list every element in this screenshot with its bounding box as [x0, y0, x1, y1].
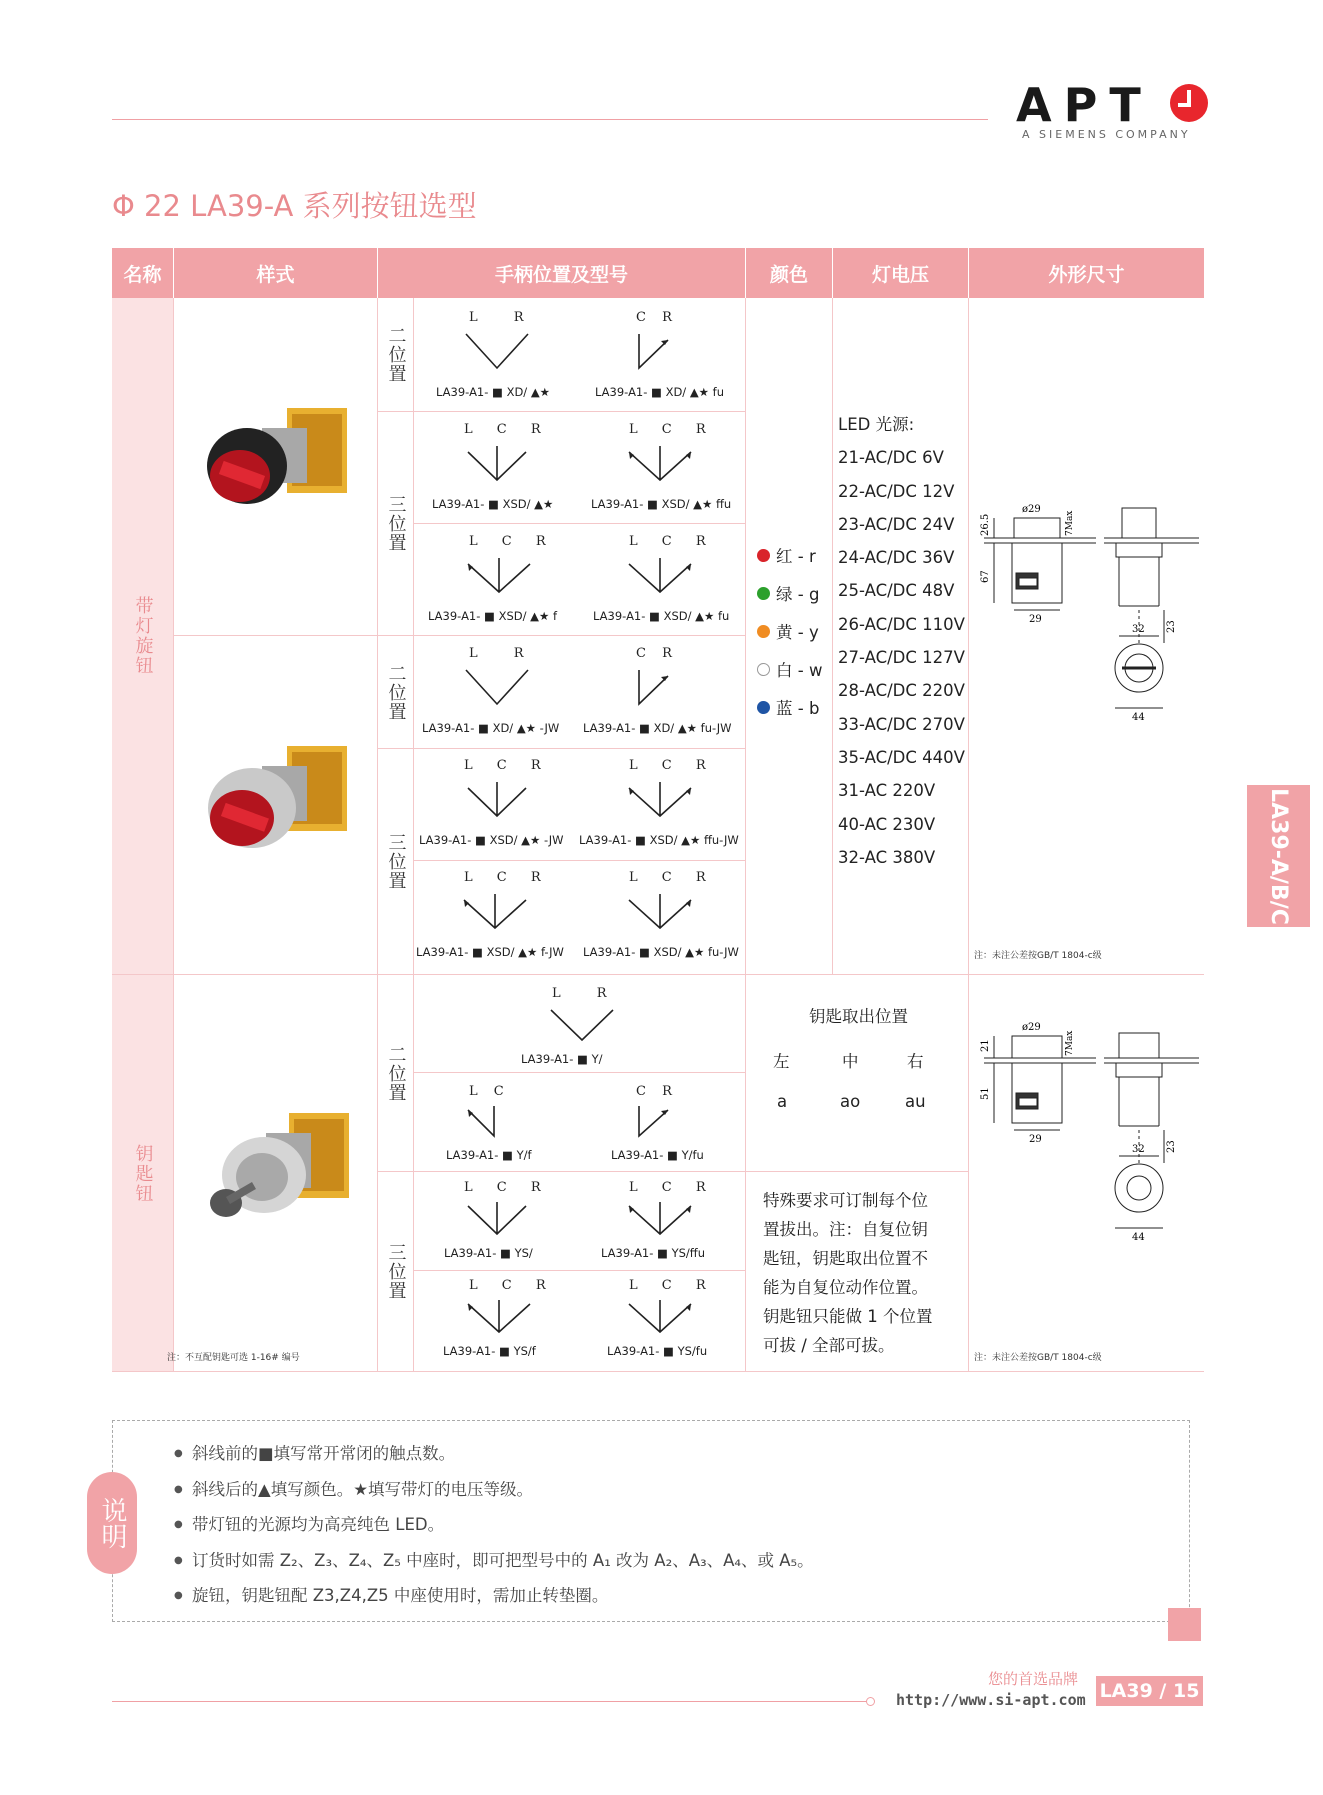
divider	[745, 298, 746, 1372]
footer-url-link[interactable]: http://www.si-apt.com	[896, 1691, 1086, 1709]
header-name: 名称	[112, 248, 173, 298]
model-code: LA39-A1- ■ XSD/ ▲★ fu	[593, 609, 730, 623]
color-option-green: 绿 - g	[757, 576, 822, 614]
header-style: 样式	[174, 248, 377, 298]
position-diagram	[579, 422, 745, 522]
position-diagram	[579, 1084, 745, 1170]
divider	[173, 635, 745, 636]
position-label: 三位置	[385, 1243, 407, 1300]
model-code: LA39-A1- ■ YS/ffu	[601, 1246, 705, 1260]
position-letters: L C R	[629, 758, 716, 773]
dim-label: 44	[1132, 1232, 1145, 1243]
position-letters: L C R	[629, 422, 716, 437]
key-position-center: 中	[842, 1052, 859, 1071]
position-diagram	[414, 534, 579, 634]
three-position-symbol	[623, 1296, 697, 1338]
dim-label: 7Max	[1065, 510, 1075, 536]
lighted-selector-jw-photo	[192, 736, 362, 876]
position-letters: L C R	[629, 1180, 716, 1195]
key-special-note: 特殊要求可订制每个位置拔出。注：自复位钥匙钮，钥匙取出位置不能为自复位动作位置。钥匙钮只能做 1 个位置可拔 / 全部可拔。	[763, 1191, 933, 1355]
position-letters: L C R	[464, 870, 551, 885]
three-position-symbol	[623, 442, 697, 487]
apt-logo	[1010, 78, 1210, 148]
divider	[745, 1171, 969, 1172]
position-diagram	[579, 1278, 745, 1368]
divider	[377, 1171, 745, 1172]
two-position-symbol	[634, 1102, 674, 1142]
model-code: LA39-A1- ■ Y/fu	[611, 1148, 704, 1162]
divider	[112, 974, 1204, 975]
header-handle-model: 手柄位置及型号	[378, 248, 745, 298]
position-letters: L C R	[629, 1278, 716, 1293]
dim-label: ø29	[1022, 504, 1041, 515]
page-number: LA39 / 15	[1096, 1676, 1203, 1706]
position-diagram	[579, 758, 745, 858]
voltage-item: 27-AC/DC 127V	[838, 648, 965, 668]
model-code: LA39-A1- ■ XSD/ ▲★ -JW	[419, 833, 564, 847]
voltage-list	[838, 408, 965, 874]
voltage-item: 40-AC 230V	[838, 814, 936, 834]
key-switch-photo	[204, 1103, 364, 1243]
note-item: ● 带灯钮的光源均为高亮纯色 LED。	[174, 1507, 814, 1543]
logo-text: APT	[1016, 78, 1153, 132]
notes-list	[174, 1436, 814, 1614]
two-position-symbol	[462, 330, 532, 375]
dim-label: 29	[1029, 1134, 1042, 1145]
position-label: 三位置	[385, 495, 407, 552]
color-option-red: 红 - r	[757, 538, 822, 576]
position-letters: L C	[469, 1084, 510, 1099]
model-code: LA39-A1- ■ XSD/ ▲★	[432, 497, 554, 511]
divider	[413, 1270, 745, 1271]
color-dot	[757, 701, 770, 714]
position-letters: L R	[552, 986, 623, 1001]
model-code: LA39-A1- ■ XD/ ▲★ -JW	[422, 721, 560, 735]
divider	[173, 298, 174, 1372]
dim-label: 67	[980, 570, 991, 583]
key-position-left: 左	[773, 1052, 790, 1071]
three-position-symbol	[623, 1198, 697, 1240]
divider	[112, 1371, 1204, 1372]
model-code: LA39-A1- ■ Y/f	[446, 1148, 532, 1162]
key-code-right: au	[905, 1092, 926, 1111]
dimension-drawing-lighted	[974, 498, 1199, 738]
dim-label: 21	[980, 1039, 991, 1052]
model-code: LA39-A1- ■ XD/ ▲★	[436, 385, 550, 399]
voltage-item: 31-AC 220V	[838, 781, 936, 801]
position-label: 二位置	[385, 1044, 407, 1102]
footer-slogan: 您的首选品牌	[988, 1670, 1079, 1688]
note-item: ● 斜线后的▲填写颜色。★填写带灯的电压等级。	[174, 1472, 814, 1508]
model-code: LA39-A1- ■ XSD/ ▲★ fu-JW	[583, 945, 739, 959]
three-position-symbol	[462, 1198, 532, 1240]
position-diagram	[414, 422, 579, 522]
position-diagram	[579, 870, 745, 970]
position-letters: L C R	[469, 534, 556, 549]
dimension-note: 注：未注公差按GB/T 1804-c级	[974, 951, 1102, 961]
model-code: LA39-A1- ■ XSD/ ▲★ ffu	[591, 497, 732, 511]
key-removal-title: 钥匙取出位置	[809, 1007, 908, 1026]
divider	[377, 411, 745, 412]
model-code: LA39-A1- ■ YS/	[444, 1246, 533, 1260]
side-tab: LA39-A/B/C	[1247, 785, 1310, 927]
voltage-item: 25-AC/DC 48V	[838, 581, 955, 601]
dim-label: 44	[1132, 712, 1145, 723]
page-title: Φ 22 LA39-A 系列按钮选型	[112, 189, 477, 223]
note-item: ● 斜线前的■填写常开常闭的触点数。	[174, 1436, 814, 1472]
voltage-item: 21-AC/DC 6V	[838, 448, 944, 468]
position-label: 二位置	[385, 326, 407, 383]
three-position-symbol	[458, 890, 532, 935]
model-code: LA39-A1- ■ YS/fu	[607, 1344, 708, 1358]
key-photo-note: 注：不互配钥匙可选 1-16# 编号	[167, 1353, 300, 1363]
position-letters: L C R	[629, 534, 716, 549]
three-position-symbol	[462, 442, 532, 487]
two-position-symbol	[634, 666, 674, 711]
model-code: LA39-A1- ■ Y/	[521, 1052, 603, 1066]
voltage-item: 23-AC/DC 24V	[838, 514, 955, 534]
dim-label: 29	[1029, 614, 1042, 625]
group-lighted-selector: 带灯旋钮	[112, 298, 173, 974]
key-position-right: 右	[907, 1052, 924, 1071]
dimension-drawing-key	[974, 1018, 1199, 1258]
position-diagram	[414, 870, 579, 970]
voltage-item: 24-AC/DC 36V	[838, 548, 955, 568]
color-dot	[757, 587, 770, 600]
three-position-symbol	[462, 554, 536, 599]
two-position-symbol	[462, 666, 532, 711]
voltage-item: 32-AC 380V	[838, 847, 936, 867]
position-letters: C R	[636, 310, 678, 325]
dim-label: 32	[1132, 624, 1145, 635]
voltage-item: 28-AC/DC 220V	[838, 681, 965, 701]
lighted-selector-photo	[192, 388, 362, 528]
header-voltage: 灯电压	[833, 248, 968, 298]
position-letters: C R	[636, 646, 678, 661]
position-diagram	[579, 534, 745, 634]
position-diagram	[414, 310, 579, 410]
notes-badge: 说明	[87, 1472, 137, 1574]
dim-label: 23	[1166, 1140, 1177, 1153]
two-position-symbol	[634, 330, 674, 375]
dim-label: 51	[980, 1087, 991, 1100]
position-diagram	[414, 1180, 579, 1270]
model-code: LA39-A1- ■ XSD/ ▲★ f	[428, 609, 557, 623]
header-color: 颜色	[746, 248, 832, 298]
selection-table	[112, 248, 1204, 1372]
dim-label: 23	[1166, 620, 1177, 633]
divider	[968, 298, 969, 1372]
dim-label: 32	[1132, 1144, 1145, 1155]
position-letters: L C R	[464, 422, 551, 437]
color-dot	[757, 663, 770, 676]
note-item: ● 订货时如需 Z₂、Z₃、Z₄、Z₅ 中座时，即可把型号中的 A₁ 改为 A₂、A₃、A₄、或 A₅。	[174, 1543, 814, 1579]
dim-label: 7Max	[1065, 1030, 1075, 1056]
position-letters: L R	[469, 310, 540, 325]
three-position-symbol	[462, 1296, 536, 1338]
color-option-white: 白 - w	[757, 652, 822, 690]
divider	[413, 523, 745, 524]
position-diagram	[414, 1084, 579, 1170]
position-label: 三位置	[385, 833, 407, 890]
two-position-symbol	[547, 1006, 617, 1046]
model-code: LA39-A1- ■ XSD/ ▲★ ffu-JW	[579, 833, 739, 847]
logo-tagline: A SIEMENS COMPANY	[1022, 128, 1191, 141]
model-code: LA39-A1- ■ YS/f	[443, 1344, 536, 1358]
model-code: LA39-A1- ■ XSD/ ▲★ f-JW	[416, 945, 564, 959]
position-diagram	[579, 310, 745, 410]
color-dot	[757, 625, 770, 638]
dimension-note: 注：未注公差按GB/T 1804-c级	[974, 1353, 1102, 1363]
header-divider	[112, 119, 988, 120]
three-position-symbol	[462, 778, 532, 823]
dim-label: ø29	[1022, 1022, 1041, 1033]
three-position-symbol	[623, 554, 697, 599]
header-dimensions: 外形尺寸	[969, 248, 1204, 298]
two-position-symbol	[462, 1102, 502, 1142]
color-option-yellow: 黄 - y	[757, 614, 822, 652]
position-letters: L C R	[464, 1180, 551, 1195]
voltage-item: 26-AC/DC 110V	[838, 614, 965, 634]
divider	[413, 860, 745, 861]
position-diagram	[414, 1278, 579, 1368]
position-diagram	[579, 1180, 745, 1270]
position-diagram	[414, 646, 579, 746]
footer-divider	[112, 1701, 868, 1702]
key-code-center: ao	[840, 1092, 861, 1111]
footer-dot	[866, 1697, 875, 1706]
position-letters: L C R	[464, 758, 551, 773]
divider	[377, 748, 745, 749]
position-letters: L C R	[469, 1278, 556, 1293]
color-option-blue: 蓝 - b	[757, 690, 822, 728]
voltage-item: 35-AC/DC 440V	[838, 747, 965, 767]
three-position-symbol	[623, 778, 697, 823]
note-item: ● 旋钮，钥匙钮配 Z3,Z4,Z5 中座使用时，需加止转垫圈。	[174, 1578, 814, 1614]
voltage-item: 33-AC/DC 270V	[838, 714, 965, 734]
color-list	[757, 538, 822, 728]
color-dot	[757, 549, 770, 562]
voltage-item: 22-AC/DC 12V	[838, 481, 955, 501]
logo-clock-icon	[1168, 82, 1210, 124]
position-diagram	[414, 986, 745, 1076]
divider	[832, 298, 833, 975]
model-code: LA39-A1- ■ XD/ ▲★ fu-JW	[583, 721, 732, 735]
position-label: 二位置	[385, 663, 407, 721]
voltage-item: LED 光源:	[838, 415, 915, 434]
position-diagram	[579, 646, 745, 746]
position-diagram	[414, 758, 579, 858]
position-letters: L R	[469, 646, 540, 661]
key-code-left: a	[777, 1092, 788, 1111]
position-letters: C R	[636, 1084, 678, 1099]
position-letters: L C R	[629, 870, 716, 885]
dim-label: 26.5	[980, 513, 991, 536]
group-key-switch: 钥匙钮	[112, 975, 173, 1372]
three-position-symbol	[623, 890, 697, 935]
model-code: LA39-A1- ■ XD/ ▲★ fu	[595, 385, 724, 399]
corner-block	[1168, 1608, 1201, 1641]
